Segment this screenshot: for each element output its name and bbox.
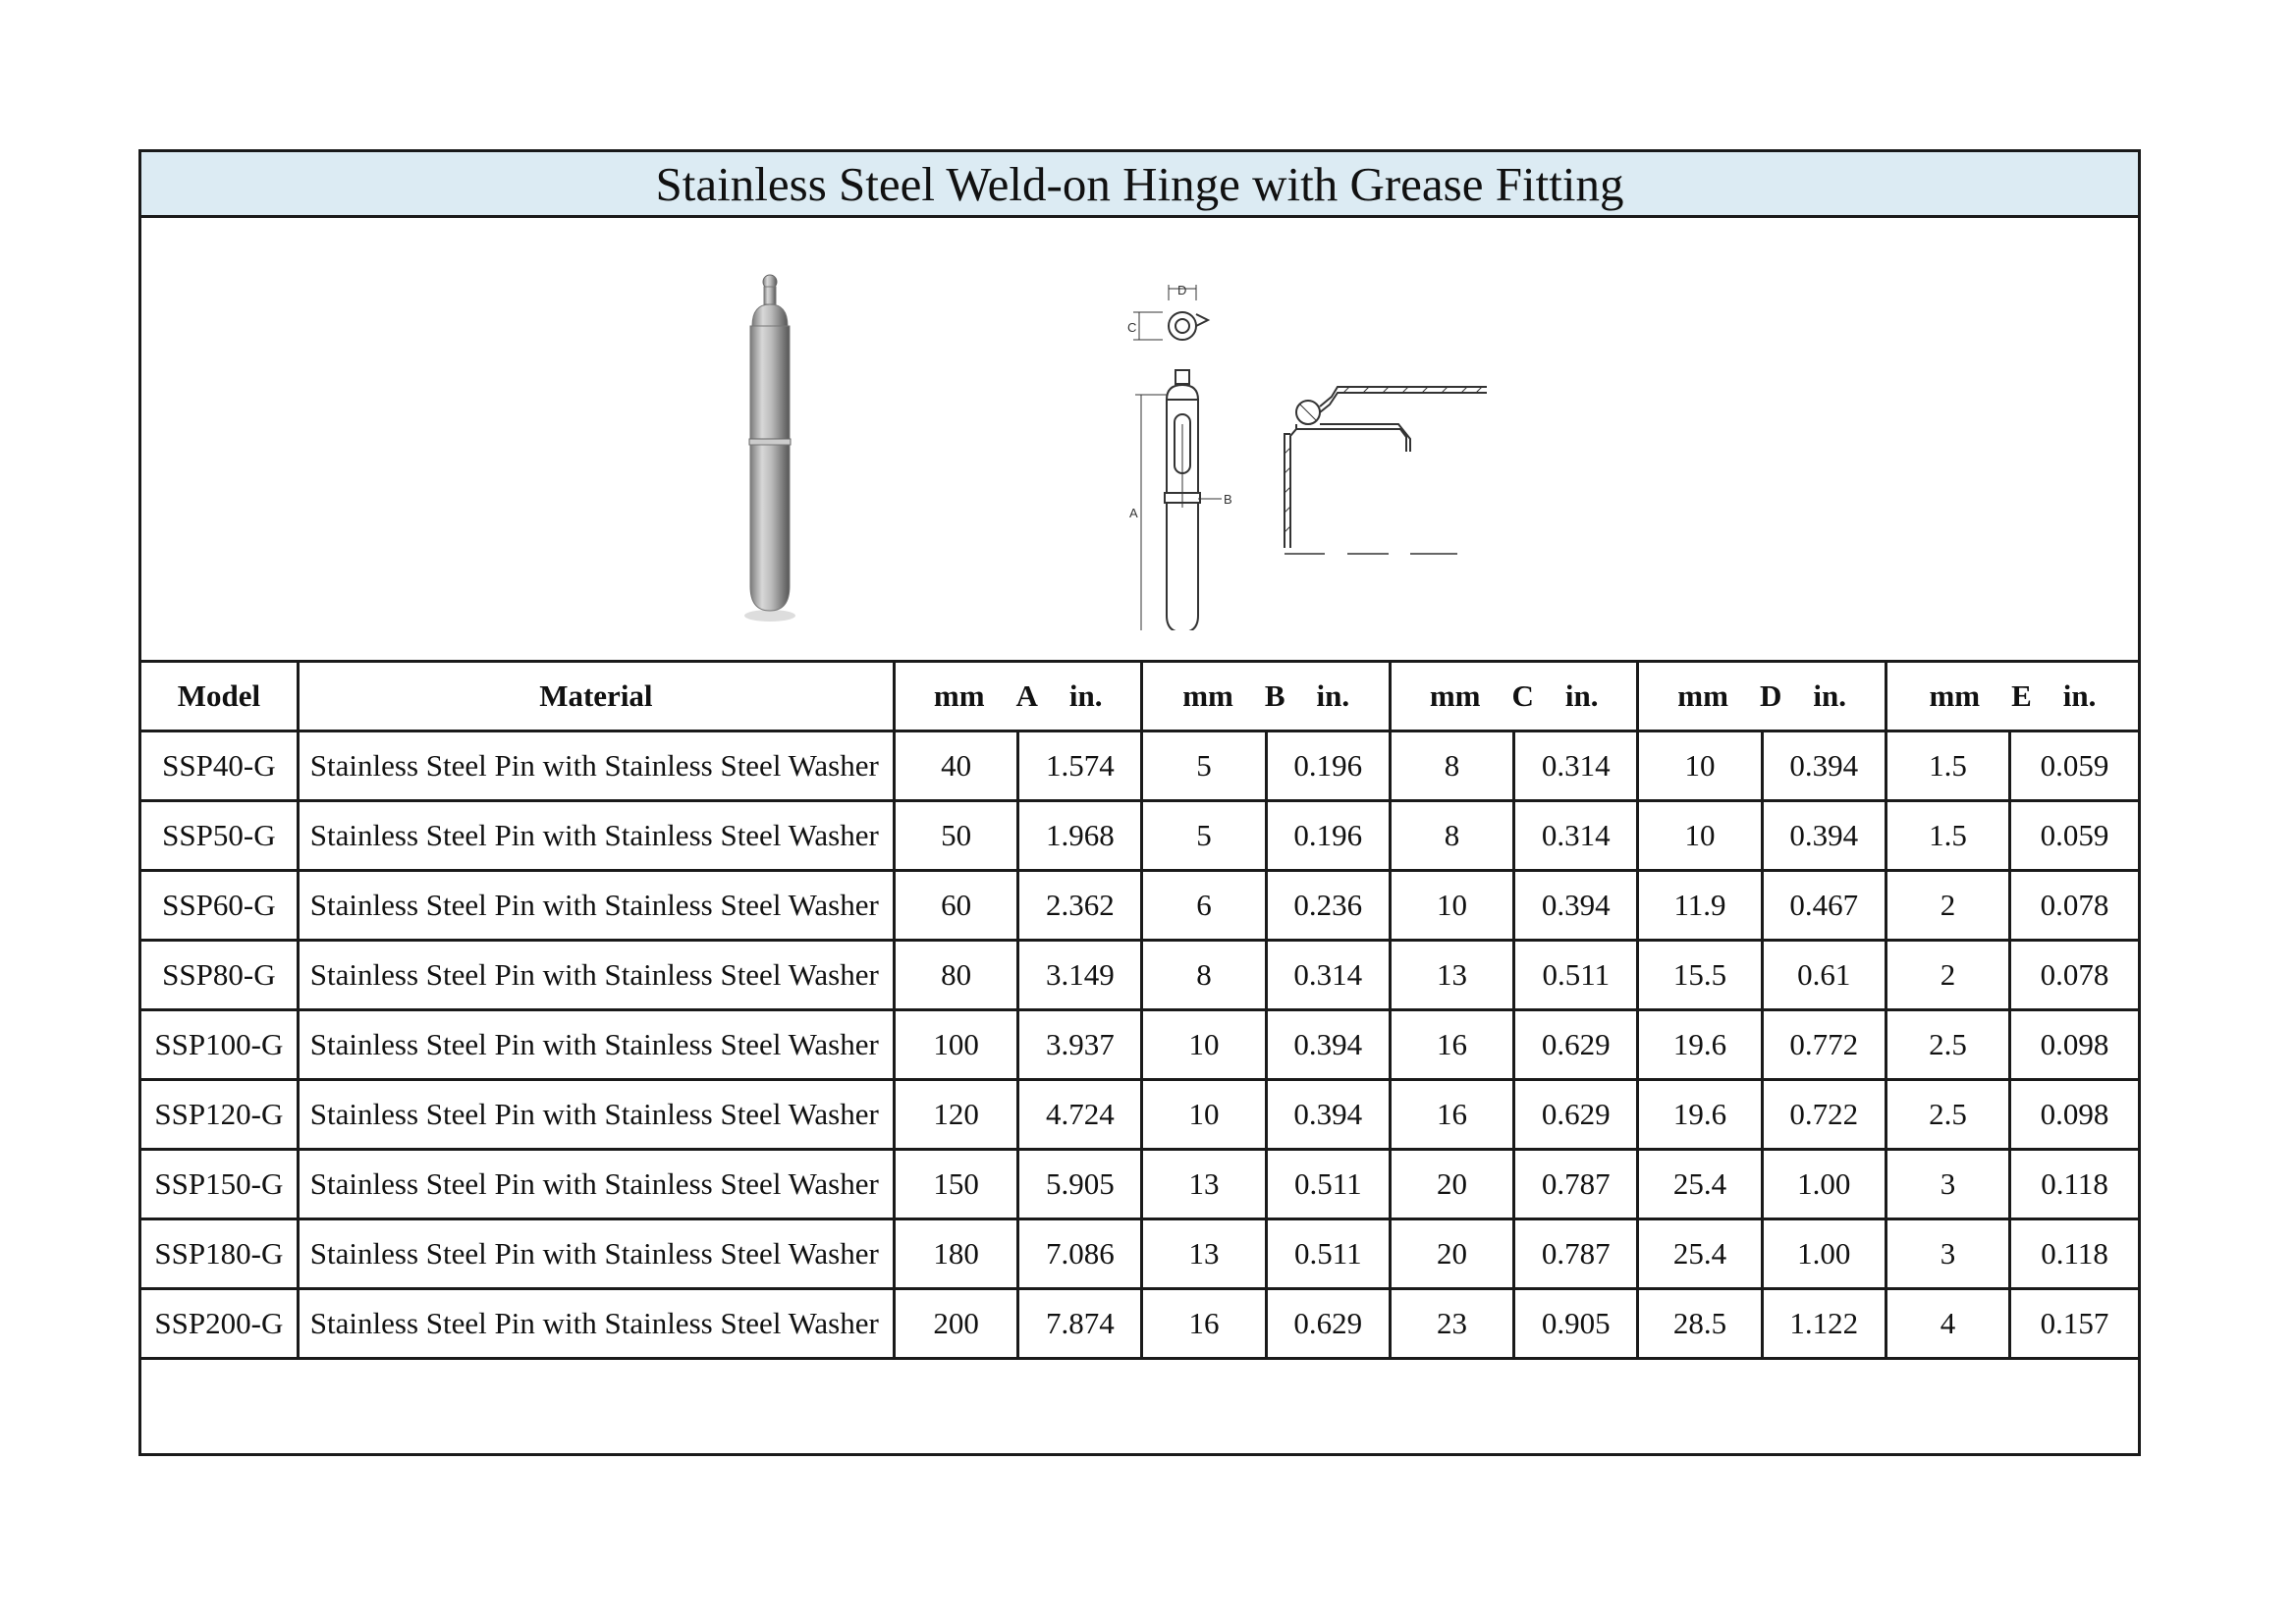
value-cell: 100 (894, 1010, 1017, 1080)
material-cell: Stainless Steel Pin with Stainless Steel Washer (298, 1150, 894, 1219)
table-row (141, 731, 2138, 801)
value-cell: 120 (894, 1080, 1017, 1150)
table-row (141, 1080, 2138, 1150)
value-cell: 10 (1638, 801, 1762, 871)
table-row (141, 1150, 2138, 1219)
value-cell: 0.394 (1762, 801, 1886, 871)
value-cell: 4 (1886, 1289, 2009, 1359)
value-cell: 23 (1390, 1289, 1513, 1359)
value-cell: 1.574 (1018, 731, 1142, 801)
value-cell: 1.968 (1018, 801, 1142, 871)
value-cell: 0.394 (1762, 731, 1886, 801)
value-cell: 0.394 (1514, 871, 1638, 941)
title-bar (141, 152, 2138, 218)
page-title: Stainless Steel Weld-on Hinge with Grease Fitting (655, 156, 1624, 211)
value-cell: 1.00 (1762, 1219, 1886, 1289)
value-cell: 3.937 (1018, 1010, 1142, 1080)
value-cell: 4.724 (1018, 1080, 1142, 1150)
value-cell: 0.314 (1514, 731, 1638, 801)
value-cell: 0.511 (1514, 941, 1638, 1010)
header-in: in. (1813, 678, 1846, 713)
material-cell: Stainless Steel Pin with Stainless Steel Washer (298, 1010, 894, 1080)
svg-text:B: B (1224, 492, 1232, 507)
value-cell: 16 (1142, 1289, 1266, 1359)
value-cell: 0.511 (1266, 1219, 1390, 1289)
value-cell: 2 (1886, 871, 2009, 941)
value-cell: 0.078 (2010, 871, 2138, 941)
header-in: in. (1068, 678, 1103, 713)
value-cell: 16 (1390, 1010, 1513, 1080)
value-cell: 0.314 (1266, 941, 1390, 1010)
value-cell: 0.629 (1514, 1080, 1638, 1150)
material-cell: Stainless Steel Pin with Stainless Steel Washer (298, 801, 894, 871)
value-cell: 0.059 (2010, 801, 2138, 871)
value-cell: 10 (1638, 731, 1762, 801)
header-dim-b (1142, 663, 1390, 731)
value-cell: 0.078 (2010, 941, 2138, 1010)
value-cell: 2.5 (1886, 1010, 2009, 1080)
value-cell: 15.5 (1638, 941, 1762, 1010)
value-cell: 0.511 (1266, 1150, 1390, 1219)
value-cell: 40 (894, 731, 1017, 801)
value-cell: 28.5 (1638, 1289, 1762, 1359)
value-cell: 25.4 (1638, 1219, 1762, 1289)
empty-footer-row (141, 1359, 2138, 1428)
hinge-diagram (1123, 277, 1654, 630)
value-cell: 60 (894, 871, 1017, 941)
hinge-photo (731, 272, 809, 625)
value-cell: 1.5 (1886, 801, 2009, 871)
value-cell: 13 (1142, 1219, 1266, 1289)
value-cell: 0.772 (1762, 1010, 1886, 1080)
value-cell: 0.196 (1266, 801, 1390, 871)
model-cell: SSP60-G (141, 871, 298, 941)
value-cell: 0.722 (1762, 1080, 1886, 1150)
value-cell: 10 (1390, 871, 1513, 941)
value-cell: 0.236 (1266, 871, 1390, 941)
header-dim-a (894, 663, 1141, 731)
value-cell: 0.61 (1762, 941, 1886, 1010)
value-cell: 3 (1886, 1150, 2009, 1219)
value-cell: 10 (1142, 1010, 1266, 1080)
value-cell: 0.467 (1762, 871, 1886, 941)
value-cell: 8 (1390, 731, 1513, 801)
value-cell: 20 (1390, 1150, 1513, 1219)
value-cell: 7.874 (1018, 1289, 1142, 1359)
value-cell: 0.394 (1266, 1080, 1390, 1150)
value-cell: 0.118 (2010, 1219, 2138, 1289)
image-panel (141, 218, 2138, 663)
value-cell: 0.118 (2010, 1150, 2138, 1219)
value-cell: 5 (1142, 801, 1266, 871)
value-cell: 13 (1390, 941, 1513, 1010)
value-cell: 0.629 (1514, 1010, 1638, 1080)
value-cell: 2 (1886, 941, 2009, 1010)
header-letter: D (1759, 678, 1782, 713)
value-cell: 180 (894, 1219, 1017, 1289)
value-cell: 0.059 (2010, 731, 2138, 801)
value-cell: 2.362 (1018, 871, 1142, 941)
value-cell: 8 (1142, 941, 1266, 1010)
material-cell: Stainless Steel Pin with Stainless Steel Washer (298, 1219, 894, 1289)
value-cell: 0.098 (2010, 1080, 2138, 1150)
value-cell: 13 (1142, 1150, 1266, 1219)
value-cell: 25.4 (1638, 1150, 1762, 1219)
model-cell: SSP200-G (141, 1289, 298, 1359)
table-row (141, 941, 2138, 1010)
model-cell: SSP120-G (141, 1080, 298, 1150)
value-cell: 1.122 (1762, 1289, 1886, 1359)
value-cell: 6 (1142, 871, 1266, 941)
spec-sheet (138, 149, 2141, 1456)
header-model: Model (141, 663, 298, 731)
header-row (141, 663, 2138, 731)
value-cell: 19.6 (1638, 1010, 1762, 1080)
model-cell: SSP50-G (141, 801, 298, 871)
model-cell: SSP180-G (141, 1219, 298, 1289)
model-cell: SSP40-G (141, 731, 298, 801)
material-cell: Stainless Steel Pin with Stainless Steel Washer (298, 1289, 894, 1359)
header-in: in. (2062, 678, 2097, 713)
header-mm: mm (1677, 678, 1728, 713)
header-dim-e (1886, 663, 2138, 731)
header-letter: E (2011, 678, 2032, 713)
value-cell: 7.086 (1018, 1219, 1142, 1289)
value-cell: 0.905 (1514, 1289, 1638, 1359)
svg-text:A: A (1129, 506, 1138, 520)
header-mm: mm (1929, 678, 1981, 713)
svg-text:C: C (1127, 320, 1137, 335)
header-letter: C (1511, 678, 1534, 713)
value-cell: 3.149 (1018, 941, 1142, 1010)
value-cell: 150 (894, 1150, 1017, 1219)
value-cell: 5.905 (1018, 1150, 1142, 1219)
header-material: Material (298, 663, 894, 731)
value-cell: 0.787 (1514, 1150, 1638, 1219)
value-cell: 0.787 (1514, 1219, 1638, 1289)
value-cell: 19.6 (1638, 1080, 1762, 1150)
table-row (141, 871, 2138, 941)
header-mm: mm (1182, 678, 1233, 713)
model-cell: SSP150-G (141, 1150, 298, 1219)
material-cell: Stainless Steel Pin with Stainless Steel Washer (298, 941, 894, 1010)
material-cell: Stainless Steel Pin with Stainless Steel Washer (298, 871, 894, 941)
value-cell: 10 (1142, 1080, 1266, 1150)
value-cell: 5 (1142, 731, 1266, 801)
model-cell: SSP100-G (141, 1010, 298, 1080)
header-in: in. (1564, 678, 1599, 713)
table-row (141, 1010, 2138, 1080)
value-cell: 20 (1390, 1219, 1513, 1289)
header-in: in. (1316, 678, 1350, 713)
value-cell: 200 (894, 1289, 1017, 1359)
empty-cell (141, 1359, 2138, 1428)
material-cell: Stainless Steel Pin with Stainless Steel Washer (298, 731, 894, 801)
header-letter: A (1015, 678, 1038, 713)
value-cell: 0.314 (1514, 801, 1638, 871)
value-cell: 0.394 (1266, 1010, 1390, 1080)
value-cell: 1.5 (1886, 731, 2009, 801)
header-letter: B (1264, 678, 1285, 713)
table-row (141, 801, 2138, 871)
value-cell: 2.5 (1886, 1080, 2009, 1150)
model-cell: SSP80-G (141, 941, 298, 1010)
spec-table (141, 663, 2138, 1427)
header-mm: mm (1429, 678, 1481, 713)
value-cell: 8 (1390, 801, 1513, 871)
material-cell: Stainless Steel Pin with Stainless Steel Washer (298, 1080, 894, 1150)
value-cell: 0.629 (1266, 1289, 1390, 1359)
value-cell: 1.00 (1762, 1150, 1886, 1219)
value-cell: 16 (1390, 1080, 1513, 1150)
value-cell: 80 (894, 941, 1017, 1010)
svg-text:D: D (1177, 283, 1187, 298)
table-row (141, 1289, 2138, 1359)
value-cell: 50 (894, 801, 1017, 871)
value-cell: 0.157 (2010, 1289, 2138, 1359)
header-dim-d (1638, 663, 1886, 731)
value-cell: 11.9 (1638, 871, 1762, 941)
header-mm: mm (933, 678, 985, 713)
value-cell: 0.098 (2010, 1010, 2138, 1080)
header-dim-c (1390, 663, 1637, 731)
table-row (141, 1219, 2138, 1289)
value-cell: 0.196 (1266, 731, 1390, 801)
value-cell: 3 (1886, 1219, 2009, 1289)
